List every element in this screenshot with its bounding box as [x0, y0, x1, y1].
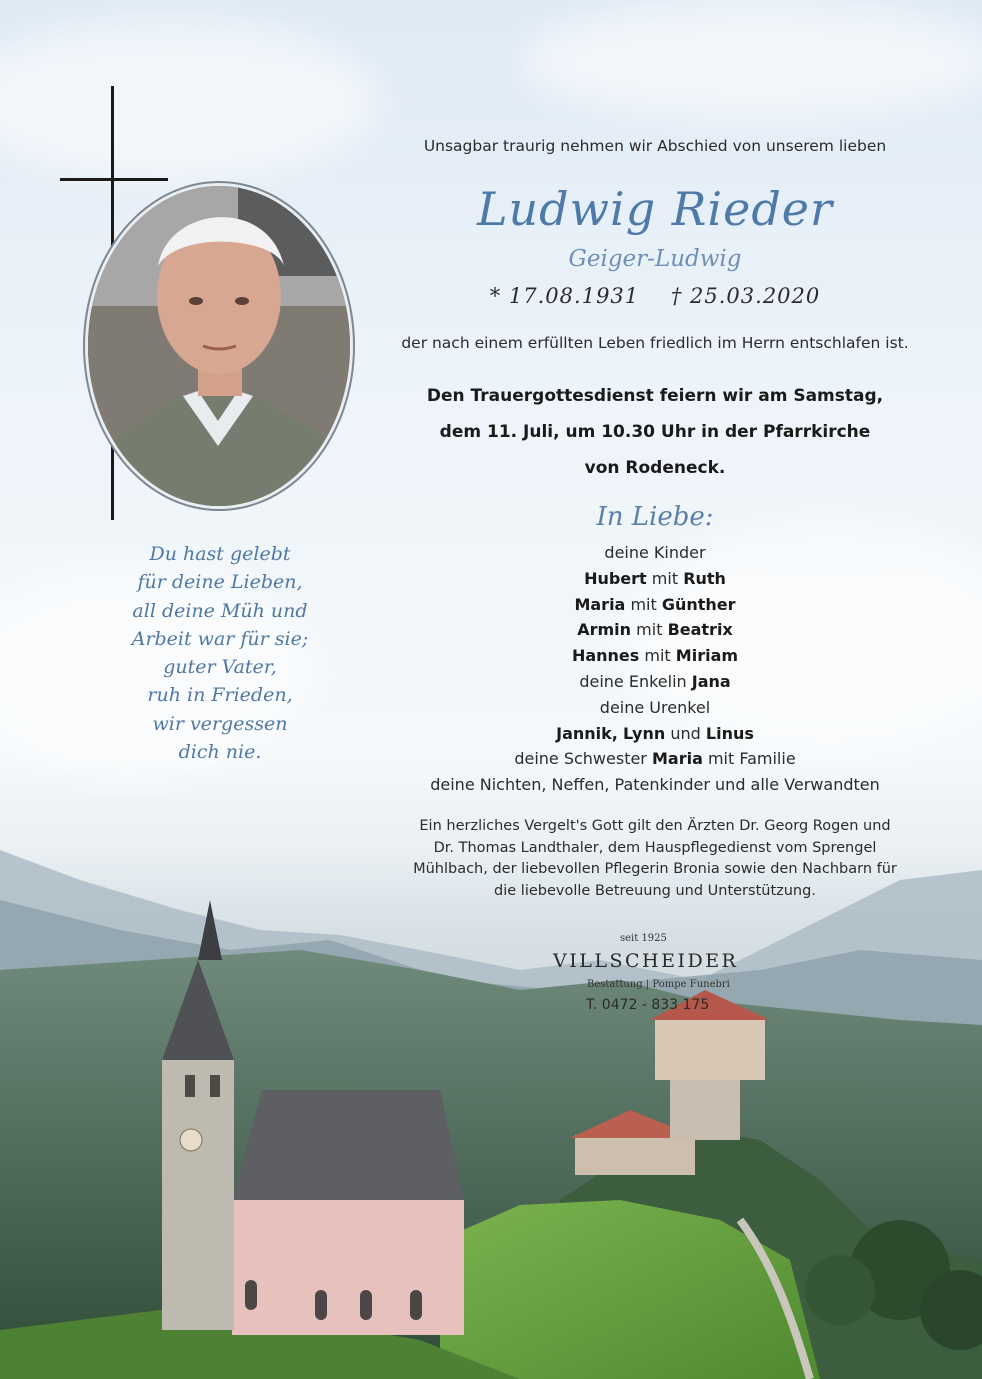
- cloud: [520, 0, 982, 120]
- funeral-home-name: VILLSCHEIDER: [553, 950, 739, 972]
- family-line: Hannes mit Miriam: [571, 646, 739, 666]
- death-date: † 25.03.2020: [670, 284, 821, 308]
- cross-bar: [60, 178, 168, 181]
- family-line: Jannik, Lynn und Linus: [556, 723, 754, 743]
- poem-line: Arbeit war für sie;: [131, 627, 309, 650]
- life-dates: [390, 284, 920, 308]
- birth-date: * 17.08.1931: [489, 284, 640, 308]
- thanks-text: [400, 816, 910, 902]
- service-info: [390, 378, 920, 486]
- poem-line: guter Vater,: [163, 656, 277, 679]
- nickname: Geiger-Ludwig: [568, 246, 742, 272]
- family-line: deine Urenkel: [599, 697, 711, 717]
- poem-line: für deine Lieben,: [137, 571, 303, 594]
- intro-text: Unsagbar traurig nehmen wir Abschied von unserem lieben: [423, 137, 887, 155]
- portrait-photo: [88, 186, 350, 506]
- service-line: dem 11. Juli, um 10.30 Uhr in der Pfarrkirche: [439, 422, 871, 442]
- thanks-line: Mühlbach, der liebevollen Pflegerin Bronia sowie den Nachbarn für: [413, 861, 897, 877]
- cloud: [0, 20, 380, 180]
- poem: [100, 540, 340, 766]
- poem-line: wir vergessen: [152, 712, 288, 735]
- love-heading: In Liebe:: [596, 502, 714, 532]
- family-line: Armin mit Beatrix: [577, 620, 733, 640]
- subtitle: der nach einem erfüllten Leben friedlich im Herrn entschlafen ist.: [401, 334, 909, 352]
- deceased-name: Ludwig Rieder: [476, 182, 833, 236]
- family-line: deine Kinder: [604, 543, 706, 562]
- poem-line: Du hast gelebt: [149, 543, 291, 565]
- family-list: [390, 540, 920, 798]
- funeral-home-phone: T. 0472 - 833 175: [586, 997, 710, 1013]
- funeral-home-since: seit 1925: [620, 933, 667, 944]
- family-line: Hubert mit Ruth: [584, 568, 726, 588]
- thanks-line: die liebevolle Betreuung und Unterstützung.: [494, 882, 816, 899]
- family-line: Maria mit Günther: [574, 594, 736, 614]
- poem-line: dich nie.: [178, 741, 262, 764]
- poem-line: all deine Müh und: [132, 599, 308, 622]
- funeral-home-tagline: Bestattung | Pompe Funebri: [587, 979, 730, 990]
- thanks-line: Ein herzliches Vergelt's Gott gilt den Ärzten Dr. Georg Rogen und: [419, 818, 891, 834]
- family-line: deine Enkelin Jana: [579, 671, 731, 691]
- thanks-line: Dr. Thomas Landthaler, dem Hauspflegedienst vom Sprengel: [433, 839, 877, 856]
- service-line: Den Trauergottesdienst feiern wir am Samstag,: [426, 386, 884, 406]
- poem-line: ruh in Frieden,: [147, 684, 293, 707]
- service-line: von Rodeneck.: [584, 458, 726, 478]
- landscape-image: [0, 840, 982, 1379]
- family-line: deine Schwester Maria mit Familie: [514, 749, 796, 769]
- family-line: deine Nichten, Neffen, Patenkinder und alle Verwandten: [430, 775, 880, 795]
